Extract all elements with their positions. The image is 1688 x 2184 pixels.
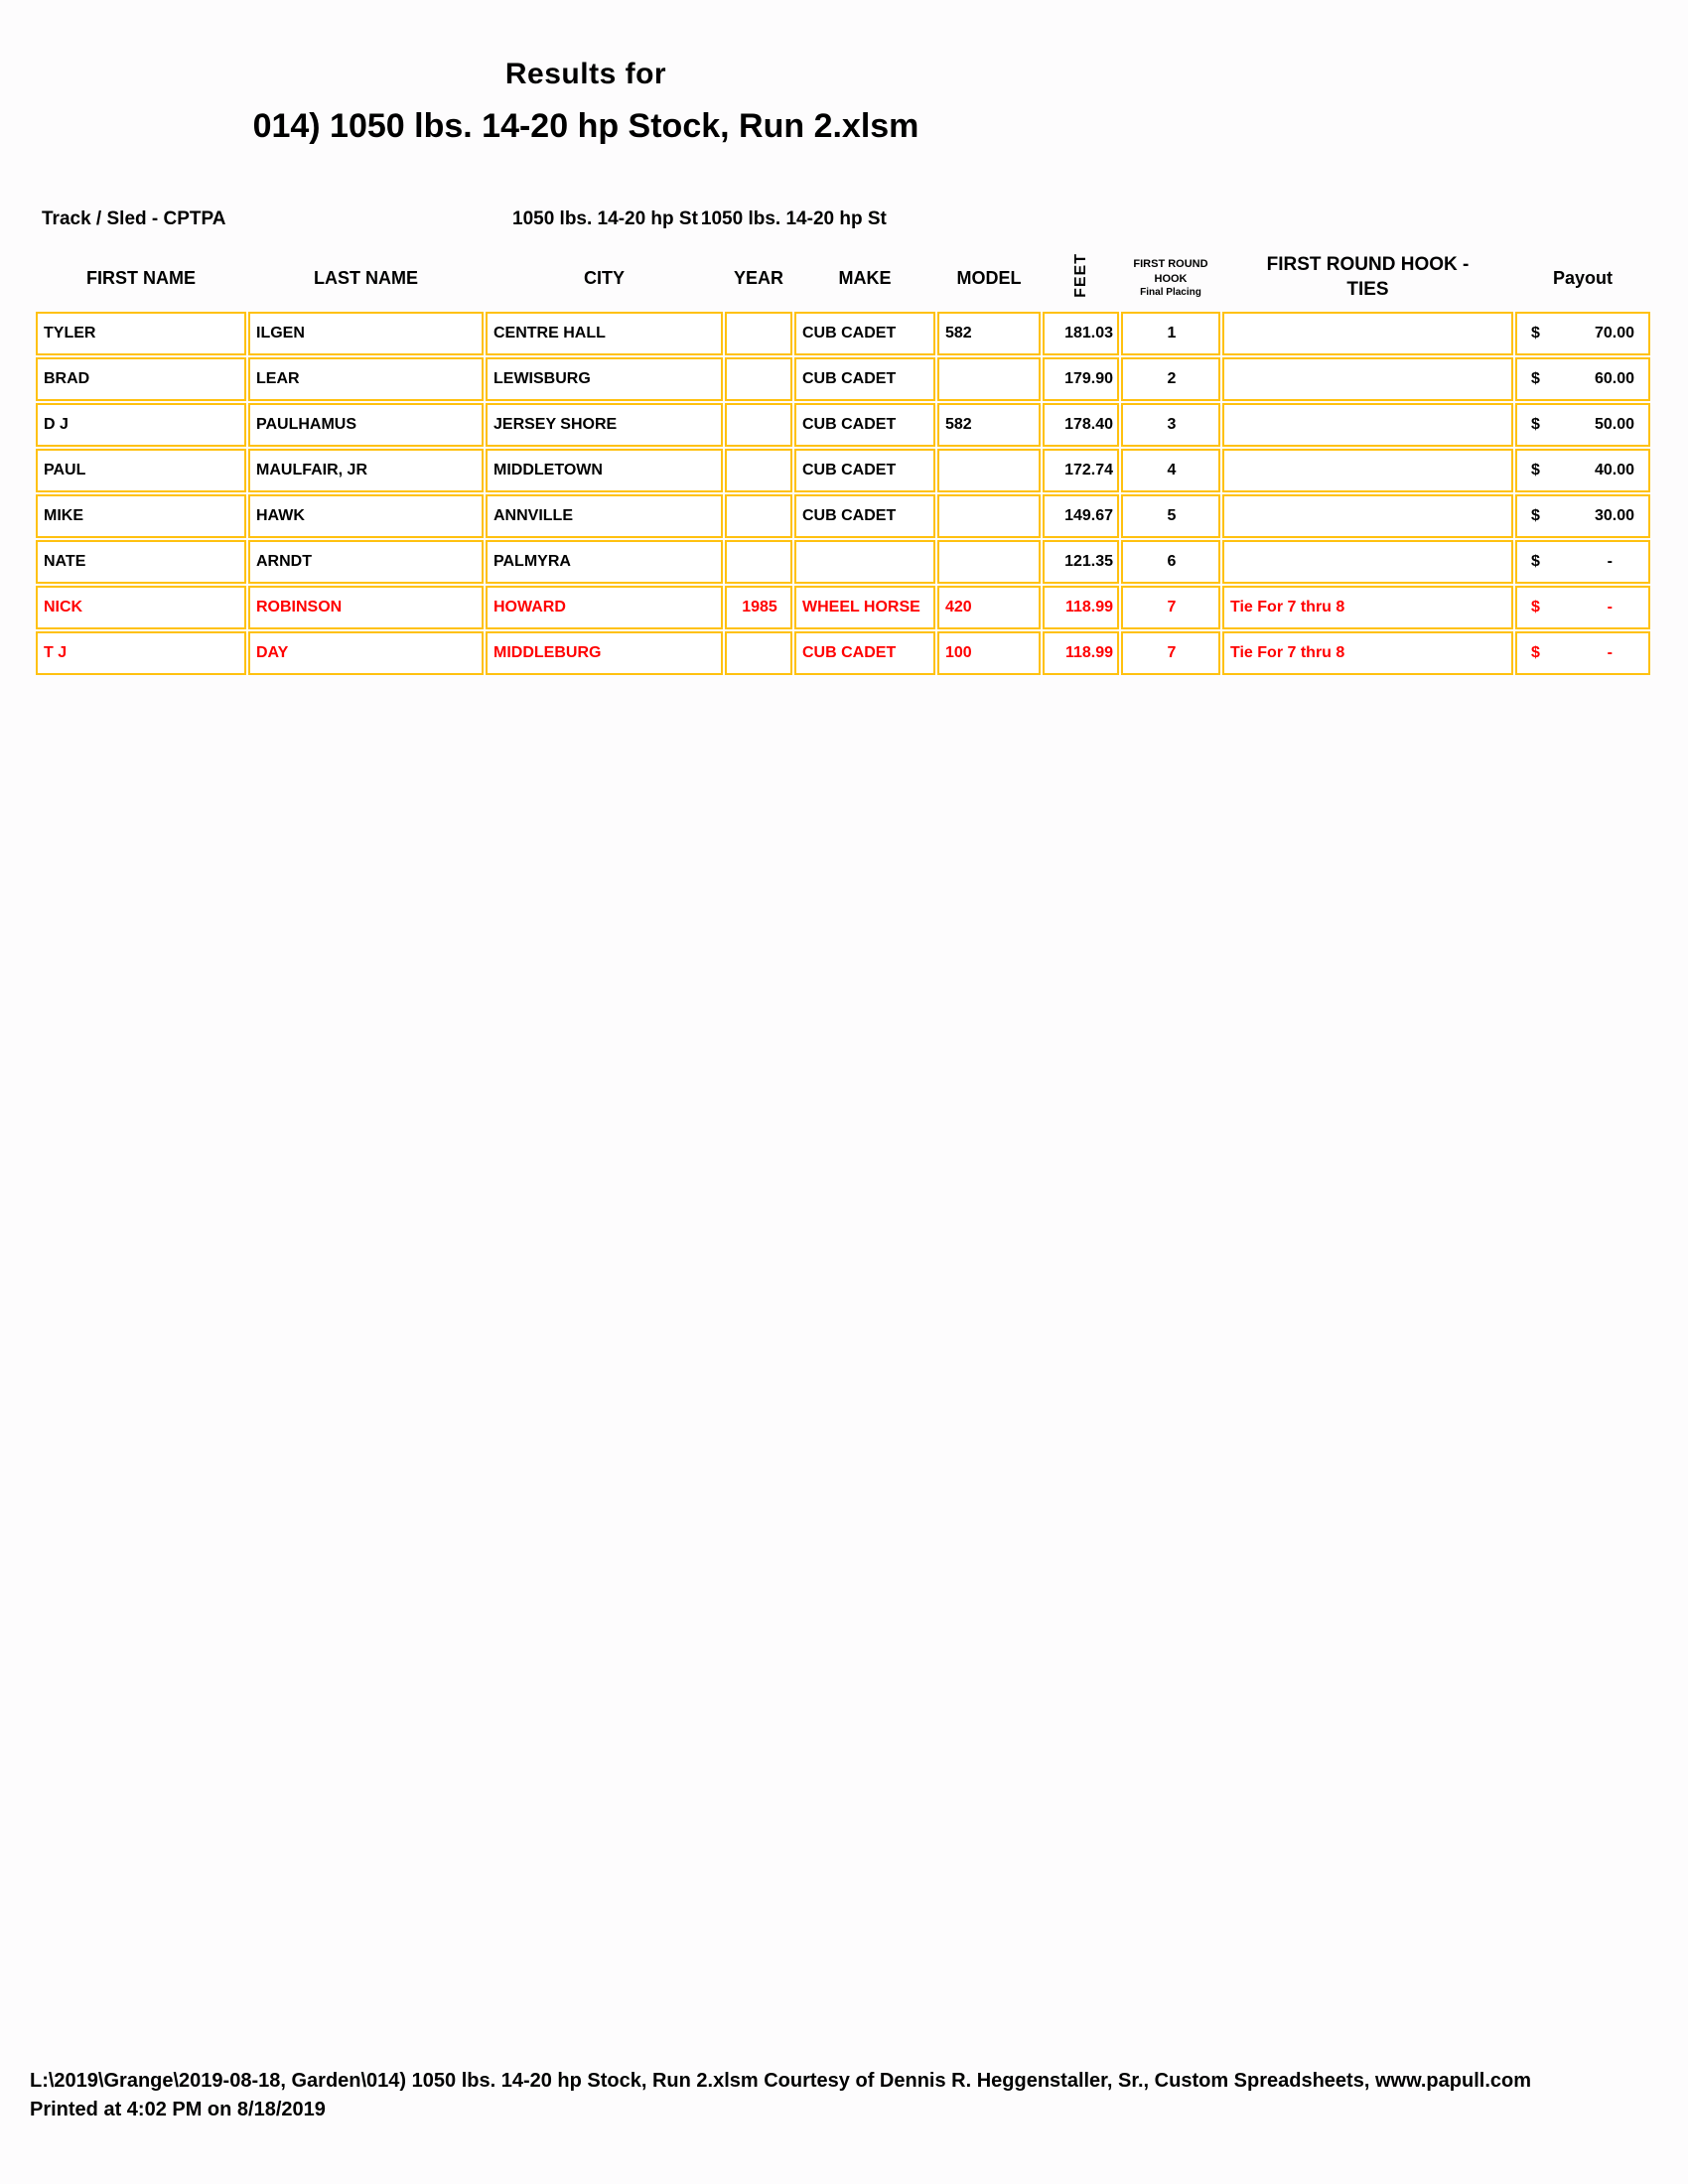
- cell-first-name: MIKE: [36, 494, 246, 538]
- table-row: [36, 403, 1650, 447]
- class-label-1: 1050 lbs. 14-20 hp St: [512, 208, 698, 229]
- cell-payout: [1515, 403, 1650, 447]
- table-row: [36, 449, 1650, 492]
- track-sled-label: Track / Sled - CPTPA: [42, 208, 226, 229]
- header-year: YEAR: [733, 267, 783, 288]
- cell-last-name: ARNDT: [248, 540, 484, 584]
- cell-make: WHEEL HORSE: [794, 586, 935, 629]
- header-row: [36, 246, 1650, 310]
- cell-placing: 6: [1121, 540, 1220, 584]
- cell-year: [725, 312, 792, 355]
- cell-model: 582: [937, 312, 1041, 355]
- header-first-name: FIRST NAME: [86, 267, 196, 288]
- cell-year: [725, 540, 792, 584]
- cell-feet: 118.99: [1043, 586, 1119, 629]
- cell-make: [794, 540, 935, 584]
- cell-payout: [1515, 540, 1650, 584]
- table-row: [36, 312, 1650, 355]
- payout-amount: 50.00: [1594, 416, 1634, 433]
- currency-symbol: $: [1531, 462, 1540, 478]
- cell-ties: [1222, 494, 1513, 538]
- cell-first-name: T J: [36, 631, 246, 675]
- payout-amount: -: [1607, 644, 1613, 661]
- cell-ties: [1222, 540, 1513, 584]
- cell-model: 420: [937, 586, 1041, 629]
- cell-last-name: ILGEN: [248, 312, 484, 355]
- header-feet-label: FEET: [1071, 253, 1089, 299]
- payout-amount: 30.00: [1594, 507, 1634, 524]
- footer-path-line: L:\2019\Grange\2019-08-18, Garden\014) 1050 lbs. 14-20 hp Stock, Run 2.xlsm Courtesy of Dennis R. Heggenstaller, Sr., Custom Spreadsheets, www.papull.com: [30, 2070, 1532, 2092]
- cell-model: 582: [937, 403, 1041, 447]
- cell-payout: [1515, 631, 1650, 675]
- cell-ties: [1222, 357, 1513, 401]
- cell-placing: 7: [1121, 631, 1220, 675]
- payout-amount: 60.00: [1594, 370, 1634, 387]
- cell-city: CENTRE HALL: [486, 312, 723, 355]
- currency-symbol: $: [1531, 507, 1540, 524]
- table-row: [36, 494, 1650, 538]
- cell-placing: 3: [1121, 403, 1220, 447]
- cell-make: CUB CADET: [794, 631, 935, 675]
- cell-city: PALMYRA: [486, 540, 723, 584]
- currency-symbol: $: [1531, 644, 1540, 661]
- cell-payout: [1515, 312, 1650, 355]
- cell-last-name: ROBINSON: [248, 586, 484, 629]
- class-labels: [512, 208, 890, 230]
- cell-placing: 4: [1121, 449, 1220, 492]
- currency-symbol: $: [1531, 325, 1540, 341]
- cell-year: [725, 403, 792, 447]
- cell-feet: 149.67: [1043, 494, 1119, 538]
- cell-year: [725, 357, 792, 401]
- header-first-round-hook: [1121, 246, 1220, 310]
- cell-model: [937, 540, 1041, 584]
- table-row: [36, 586, 1650, 629]
- cell-first-name: TYLER: [36, 312, 246, 355]
- results-table: [34, 244, 1652, 677]
- cell-feet: 172.74: [1043, 449, 1119, 492]
- print-footer: [30, 2067, 1531, 2124]
- file-title: 014) 1050 lbs. 14-20 hp Stock, Run 2.xlsm: [252, 107, 919, 145]
- currency-symbol: $: [1531, 599, 1540, 615]
- footer-printed-line: Printed at 4:02 PM on 8/18/2019: [30, 2099, 326, 2120]
- cell-last-name: LEAR: [248, 357, 484, 401]
- cell-city: JERSEY SHORE: [486, 403, 723, 447]
- payout-amount: 40.00: [1594, 462, 1634, 478]
- cell-make: CUB CADET: [794, 494, 935, 538]
- currency-symbol: $: [1531, 416, 1540, 433]
- cell-last-name: DAY: [248, 631, 484, 675]
- cell-ties: [1222, 312, 1513, 355]
- cell-city: LEWISBURG: [486, 357, 723, 401]
- cell-last-name: HAWK: [248, 494, 484, 538]
- cell-city: HOWARD: [486, 586, 723, 629]
- table-row: [36, 357, 1650, 401]
- cell-make: CUB CADET: [794, 449, 935, 492]
- cell-payout: [1515, 494, 1650, 538]
- header-feet: [1043, 246, 1119, 310]
- cell-make: CUB CADET: [794, 403, 935, 447]
- cell-model: [937, 357, 1041, 401]
- cell-placing: 1: [1121, 312, 1220, 355]
- header-hook-label: FIRST ROUND HOOK: [1133, 258, 1208, 285]
- cell-make: CUB CADET: [794, 312, 935, 355]
- cell-model: 100: [937, 631, 1041, 675]
- cell-feet: 179.90: [1043, 357, 1119, 401]
- header-last-name: LAST NAME: [314, 267, 418, 288]
- cell-payout: [1515, 586, 1650, 629]
- cell-last-name: MAULFAIR, JR: [248, 449, 484, 492]
- cell-make: CUB CADET: [794, 357, 935, 401]
- cell-placing: 7: [1121, 586, 1220, 629]
- cell-feet: 178.40: [1043, 403, 1119, 447]
- page-title: Results for: [504, 58, 667, 90]
- header-make: MAKE: [838, 267, 892, 288]
- cell-payout: [1515, 357, 1650, 401]
- cell-city: ANNVILLE: [486, 494, 723, 538]
- cell-year: [725, 494, 792, 538]
- cell-feet: 181.03: [1043, 312, 1119, 355]
- currency-symbol: $: [1531, 553, 1540, 570]
- cell-first-name: BRAD: [36, 357, 246, 401]
- cell-first-name: NICK: [36, 586, 246, 629]
- cell-first-name: PAUL: [36, 449, 246, 492]
- header-final-placing-label: Final Placing: [1140, 286, 1201, 298]
- cell-first-name: NATE: [36, 540, 246, 584]
- cell-placing: 2: [1121, 357, 1220, 401]
- header-ties-label: FIRST ROUND HOOK - TIES: [1266, 254, 1470, 300]
- header-city: CITY: [583, 267, 625, 288]
- cell-last-name: PAULHAMUS: [248, 403, 484, 447]
- cell-feet: 121.35: [1043, 540, 1119, 584]
- currency-symbol: $: [1531, 370, 1540, 387]
- payout-amount: -: [1607, 599, 1613, 615]
- class-label-2: 1050 lbs. 14-20 hp St: [700, 208, 887, 229]
- cell-ties: [1222, 449, 1513, 492]
- table-row: [36, 631, 1650, 675]
- table-row: [36, 540, 1650, 584]
- cell-payout: [1515, 449, 1650, 492]
- cell-ties: [1222, 403, 1513, 447]
- header-ties: [1222, 246, 1513, 310]
- cell-year: [725, 631, 792, 675]
- header-model: MODEL: [956, 267, 1022, 288]
- cell-model: [937, 494, 1041, 538]
- cell-model: [937, 449, 1041, 492]
- payout-amount: -: [1607, 553, 1613, 570]
- cell-first-name: D J: [36, 403, 246, 447]
- cell-city: MIDDLEBURG: [486, 631, 723, 675]
- cell-ties: Tie For 7 thru 8: [1222, 631, 1513, 675]
- cell-year: [725, 449, 792, 492]
- cell-feet: 118.99: [1043, 631, 1119, 675]
- cell-placing: 5: [1121, 494, 1220, 538]
- payout-amount: 70.00: [1594, 325, 1634, 341]
- cell-ties: Tie For 7 thru 8: [1222, 586, 1513, 629]
- cell-city: MIDDLETOWN: [486, 449, 723, 492]
- header-payout: Payout: [1552, 267, 1613, 288]
- cell-year: 1985: [725, 586, 792, 629]
